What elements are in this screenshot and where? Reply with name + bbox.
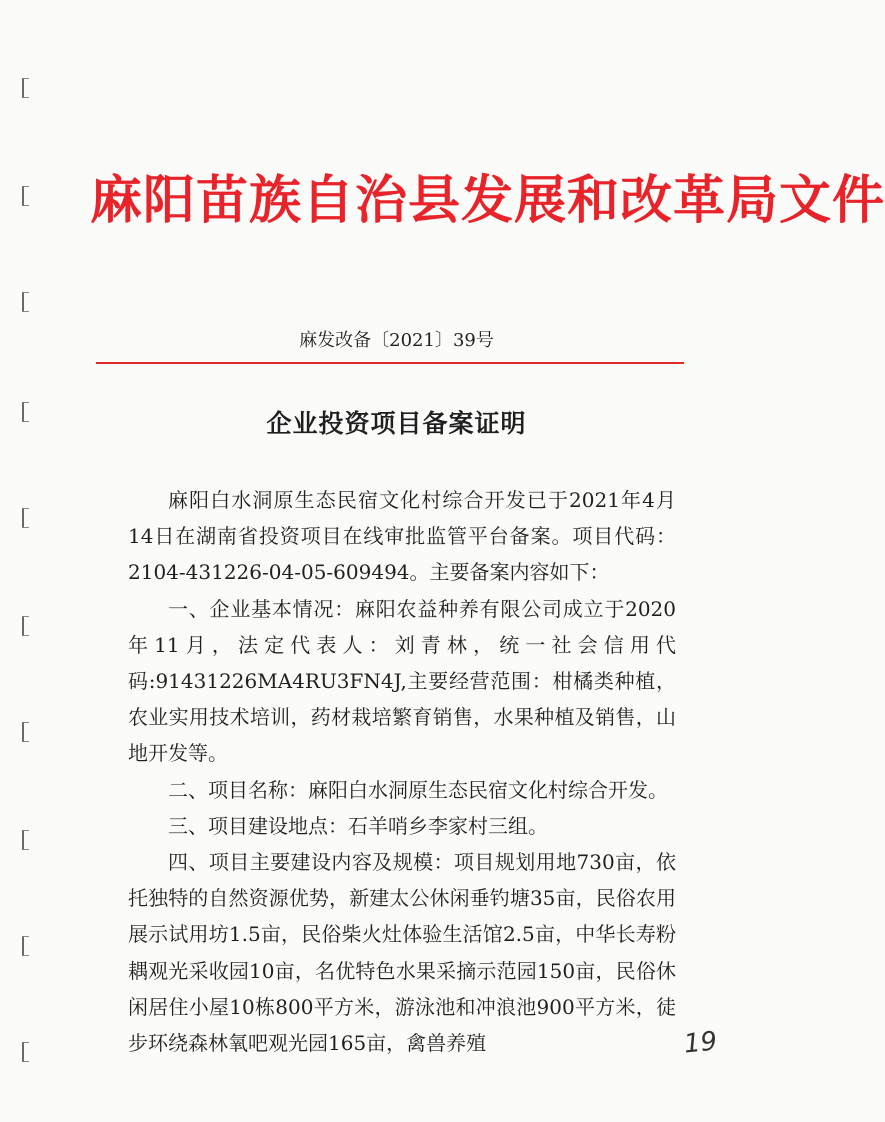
paragraph-intro: 麻阳白水洞原生态民宿文化村综合开发已于2021年4月14日在湖南省投资项目在线审批监管平台备案。项目代码：2104-431226-04-05-609494。主要备案内容如下： bbox=[128, 488, 676, 585]
binding-mark bbox=[22, 78, 29, 98]
paragraph-project-location: 三、项目建设地点：石羊哨乡李家村三组。 bbox=[168, 813, 548, 838]
binding-mark bbox=[22, 830, 29, 850]
paragraph-construction-scope: 四、项目主要建设内容及规模：项目规划用地730亩，依托独特的自然资源优势，新建太公休闲垂钓塘35亩，民俗农用展示试用坊1.5亩，民俗柴火灶体验生活馆2.5亩，中华长寿粉耦观光采收园10亩，名优特色水果采摘示范园150亩，民俗休闲居住小屋10栋800平方米，游泳池和冲浪池900平方米，徒步环绕森林氧吧观光园165亩，禽兽养殖 bbox=[128, 850, 676, 1056]
binding-mark bbox=[22, 292, 29, 312]
binding-mark bbox=[22, 186, 29, 206]
binding-mark bbox=[22, 508, 29, 528]
paragraph-project-name: 二、项目名称：麻阳白水洞原生态民宿文化村综合开发。 bbox=[168, 777, 668, 802]
paragraph-enterprise-info: 一、企业基本情况：麻阳农益种养有限公司成立于2020年11月，法定代表人：刘青林，统一社会信用代码:91431226MA4RU3FN4J,主要经营范围：柑橘类种植，农业实用技术培训，药材栽培繁育销售，水果种植及销售，山地开发等。 bbox=[128, 596, 676, 766]
binding-mark bbox=[22, 616, 29, 636]
document-number: 麻发改备〔2021〕39号 bbox=[299, 330, 494, 351]
handwritten-page-number: 19 bbox=[682, 1026, 719, 1060]
certificate-heading: 企业投资项目备案证明 bbox=[266, 409, 527, 438]
body-text bbox=[128, 482, 676, 1061]
binding-mark bbox=[22, 722, 29, 742]
binding-mark bbox=[22, 1042, 29, 1062]
red-divider bbox=[96, 362, 684, 364]
issuer-title: 麻阳苗族自治县发展和改革局文件 bbox=[90, 171, 885, 231]
binding-mark bbox=[22, 936, 29, 956]
